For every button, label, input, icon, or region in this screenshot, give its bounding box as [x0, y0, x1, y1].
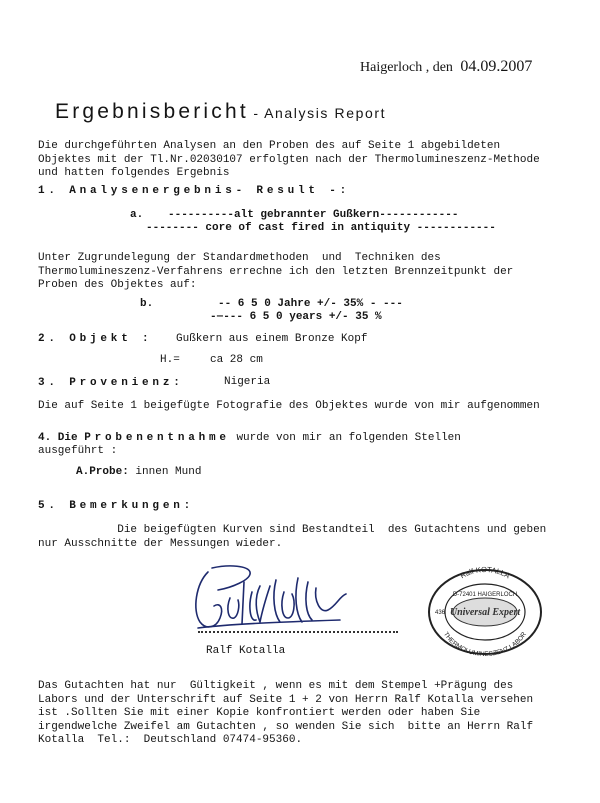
- footer-line: ist .Sollten Sie mit einer Kopie konfrontiert werden oder haben Sie: [38, 707, 481, 719]
- section3-heading: 3. Provenienz:: [38, 377, 184, 389]
- method-line: Proben des Objektes auf:: [38, 279, 197, 291]
- section4-line2: ausgeführt :: [38, 445, 118, 457]
- section3-note: Die auf Seite 1 beigefügte Fotografie des Objektes wurde von mir aufgenommen: [38, 400, 540, 412]
- stamp-left-text: 436: [435, 610, 446, 616]
- result-b-line2: -‒--- 6 5 0 years +/- 35 %: [210, 311, 382, 323]
- intro-line: Objektes mit der Tl.Nr.02030107 erfolgten nach der Thermolumineszenz-Methode: [38, 153, 540, 166]
- section1-item-label: a.: [130, 209, 144, 221]
- intro-line: und hatten folgendes Ergebnis: [38, 167, 230, 179]
- method-line: Unter Zugrundelegung der Standardmethoden und Techniken des: [38, 252, 441, 264]
- footer-paragraph: [38, 680, 578, 748]
- method-line: Thermolumineszenz-Verfahrens errechne ich den letzten Brennzeitpunkt der: [38, 265, 514, 278]
- result-b-label: b.: [140, 298, 154, 310]
- title-separator: -: [253, 105, 260, 121]
- height-label: H.=: [160, 354, 180, 366]
- section4-heading-word: Probenentnahme: [84, 432, 230, 444]
- probe-line: [76, 466, 201, 479]
- remarks-line: nur Ausschnitte der Messungen wieder.: [38, 537, 283, 550]
- section4-heading-rest: wurde von mir an folgenden Stellen: [229, 432, 461, 444]
- signature-image: [190, 562, 365, 640]
- probe-value: innen Mund: [128, 466, 202, 478]
- section5-heading: 5. Bemerkungen:: [38, 500, 195, 512]
- footer-line: Kotalla Tel.: Deutschland 07474-95360.: [38, 734, 303, 746]
- section3-value: Nigeria: [224, 376, 271, 388]
- signatory-name: Ralf Kotalla: [206, 645, 286, 657]
- footer-line: Das Gutachten hat nur Gültigkeit , wenn es mit dem Stempel +Prägung des: [38, 680, 514, 692]
- place-text: Haigerloch , den: [360, 60, 453, 75]
- intro-paragraph: [38, 140, 578, 181]
- probe-label: A.Probe:: [76, 466, 129, 478]
- section4-heading: [38, 432, 461, 445]
- stamp-center-text: Universal Expert: [449, 607, 521, 618]
- svg-text:Ralf KOTALLA: [458, 566, 511, 580]
- date-line: [360, 58, 532, 76]
- section4-heading-num: 4. Die: [38, 432, 78, 444]
- signature-line: [198, 631, 398, 633]
- stamp-top-text: Ralf KOTALLA: [458, 566, 512, 581]
- section2-heading: 2. Objekt :: [38, 333, 153, 345]
- section1-heading: 1. Analysenergebnis- Result -:: [38, 185, 351, 197]
- page-title: [55, 100, 386, 124]
- method-paragraph: [38, 252, 578, 293]
- stamp-bottom-text: THERMOLUMINESZENZ LABOR: [441, 630, 529, 658]
- svg-text:THERMOLUMINESZENZ LABOR: [442, 631, 528, 658]
- footer-line: irgendwelche Zweifel am Gutachten , so wenden Sie sich bitte an Herrn Ralf: [38, 720, 534, 733]
- height-value: ca 28 cm: [210, 354, 263, 366]
- result-b-line1: -- 6 5 0 Jahre +/- 35% - ---: [218, 298, 403, 310]
- lab-stamp-image: [425, 566, 545, 658]
- remarks-line: Die beigefügten Kurven sind Bestandteil des Gutachtens und geben: [38, 524, 547, 536]
- title-sub: Analysis Report: [264, 105, 387, 121]
- footer-line: Labors und der Unterschrift auf Seite 1 + 2 von Herrn Ralf Kotalla versehen: [38, 693, 534, 706]
- report-date: 04.09.2007: [460, 58, 533, 75]
- stamp-address-text: D-72401 HAIGERLOCH: [452, 592, 518, 598]
- section2-value: Gußkern aus einem Bronze Kopf: [176, 333, 368, 345]
- title-main: Ergebnisbericht: [55, 100, 249, 123]
- intro-line: Die durchgeführten Analysen an den Proben des auf Seite 1 abgebildeten: [38, 140, 501, 152]
- remarks-paragraph: [38, 524, 578, 551]
- section1-line1: ----------alt gebrannter Gußkern------------: [168, 209, 459, 221]
- section1-line2: -------- core of cast fired in antiquity ------------: [146, 222, 496, 234]
